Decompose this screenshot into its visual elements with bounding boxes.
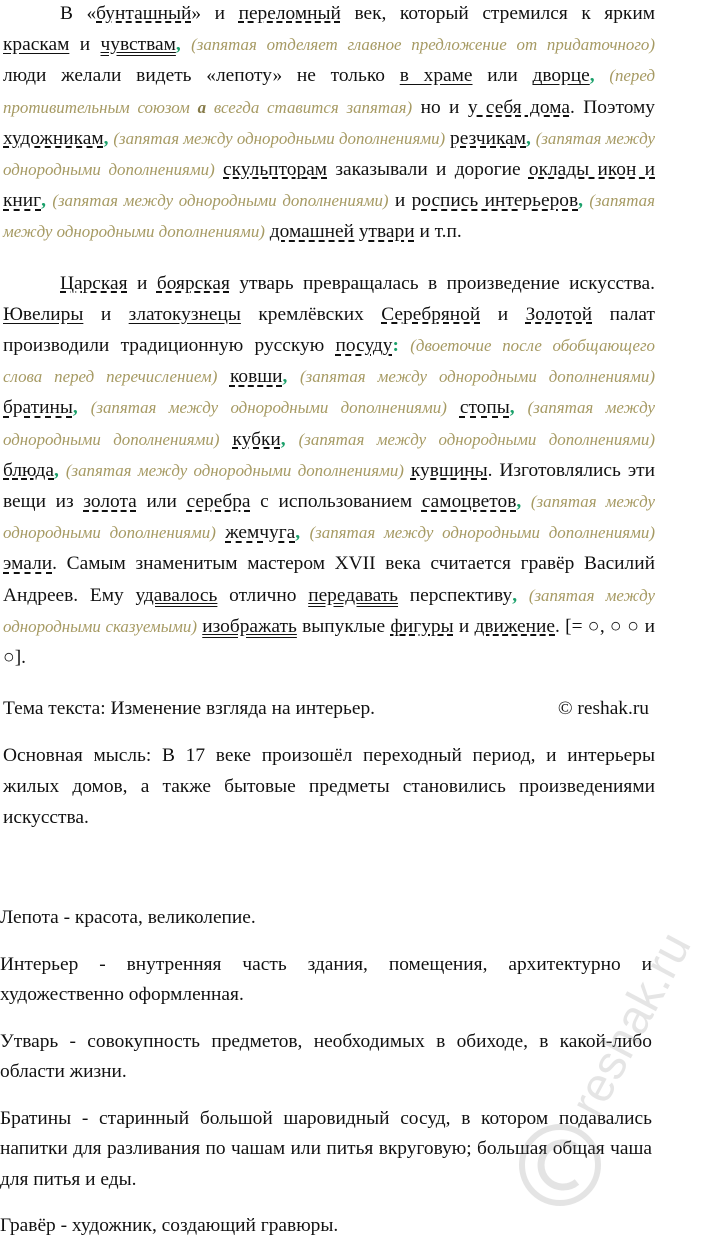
highlighted-punctuation: , (516, 491, 522, 513)
main-idea: Основная мысль: В 17 веке произошёл переходный период, и интерьеры жилых домов, а также бытовые предметы становились произведениями искусства. (3, 745, 655, 829)
copyright-label: © reshak.ru (557, 698, 649, 720)
text-run: выпуклые (296, 615, 391, 637)
document-page (3, 0, 655, 833)
definition-item: Братины - старинный большой шаровидный сосуд, в котором подавались напитки для разливания по чашам или питья вкруговую; большая общая чаша для питья и еды. (0, 1107, 652, 1190)
underlined-word-member: скульпторам (223, 159, 328, 181)
text-run: » и (191, 3, 239, 24)
punctuation-note: (запятая между однородными дополнениями) (3, 398, 655, 449)
punctuation-note: (запятая между однородными дополнениями) (113, 128, 446, 148)
underlined-word-member: Золотой (525, 303, 593, 325)
underlined-word-member: движение (474, 615, 556, 637)
underlined-word-predicate: передавать (308, 584, 399, 606)
text-run: или (472, 65, 533, 87)
text-run: но и (412, 96, 468, 118)
punctuation-note: (запятая между однородными сказуемыми) (3, 585, 655, 636)
underlined-word-member: посуду (335, 335, 393, 357)
text-run (399, 335, 410, 356)
text-run: и (453, 615, 475, 637)
underlined-word-member: у себя дома (467, 96, 570, 118)
underlined-word-subject: златокузнецы (128, 303, 241, 325)
highlighted-punctuation: : (392, 335, 399, 357)
underlined-word-member: кувшины (410, 459, 488, 481)
underlined-word-member: резчикам (450, 127, 526, 149)
definition-item: Гравёр - художник, создающий гравюры. (0, 1215, 339, 1236)
punctuation-note: всегда ставится запятая) (206, 97, 413, 117)
text-run (515, 397, 528, 418)
text-run (287, 366, 300, 387)
punctuation-note: (запятая между однородными дополнениями) (3, 492, 655, 543)
text-run: или (136, 491, 187, 513)
highlighted-punctuation: , (295, 522, 301, 544)
underlined-word-member: стопы (459, 397, 510, 419)
text-run: и (388, 190, 412, 212)
underlined-word-predicate: удавалось (135, 584, 218, 606)
text-run (447, 397, 460, 418)
definition-item: Лепота - красота, великолепие. (0, 907, 256, 928)
punctuation-note: (запятая между однородными дополнениями) (52, 191, 389, 211)
underlined-word-predicate: изображать (202, 615, 297, 637)
underlined-word-member: братины (3, 397, 73, 419)
text-run (215, 159, 223, 180)
text-run: утварь превращалась в произведение искусства. (229, 272, 655, 294)
text-run: люди желали видеть «лепоту» не только (3, 65, 400, 87)
text-run (78, 397, 91, 418)
underlined-word-member: серебра (186, 491, 251, 513)
text-run: . Изготовлялись эти вещи из (3, 459, 655, 513)
underlined-word-member: кубки (232, 428, 281, 450)
underlined-word-member: домашней утвари (269, 221, 415, 243)
highlighted-punctuation: , (175, 34, 181, 56)
punctuation-note: (запятая отделяет главное предложение от придаточного) (191, 35, 655, 55)
underlined-word-member: оклады икон и книг (3, 159, 656, 212)
text-run: . [= ○, ○ ○ и ○]. (3, 615, 655, 669)
underlined-word-member: фигуры (390, 615, 454, 637)
text-run: перспективу (398, 584, 513, 606)
highlighted-punctuation: , (41, 190, 46, 212)
underlined-word-member: самоцветов (421, 491, 517, 513)
underlined-word-member: Серебряной (381, 303, 481, 325)
paragraph-analysis-2 (3, 268, 655, 674)
text-run: палат производили традиционную русскую (3, 303, 655, 357)
underlined-word-member: художникам (3, 127, 104, 149)
underlined-word-member: ковши (229, 366, 283, 388)
text-run (216, 522, 225, 543)
underlined-word-subject: краскам (3, 34, 70, 56)
text-run: кремлёвских (240, 303, 382, 325)
punctuation-note: а (197, 97, 207, 117)
underlined-word-member: жемчуга (225, 522, 296, 544)
underlined-word-member: роспись интерьеров (411, 190, 579, 212)
underlined-word-subject: в храме (399, 65, 473, 87)
highlighted-punctuation: , (103, 127, 109, 149)
underlined-word-member: Царская (60, 272, 128, 294)
definitions-list (0, 903, 652, 1242)
highlighted-punctuation: , (512, 584, 518, 606)
underlined-word-member: боярская (156, 272, 230, 294)
text-run (300, 522, 309, 543)
punctuation-note: (запятая между однородными дополнениями) (3, 191, 655, 242)
highlighted-punctuation: , (589, 65, 595, 87)
text-run: и (480, 303, 526, 325)
text-run (517, 585, 529, 606)
underlined-word-member: переломный (238, 3, 341, 24)
underlined-word-subject: Ювелиры (3, 303, 84, 325)
underlined-word-member: блюда (3, 459, 55, 481)
underlined-word-subject: дворце (532, 65, 590, 87)
text-run (595, 65, 610, 86)
punctuation-note: (запятая между однородными дополнениями) (65, 460, 404, 480)
text-run: и (83, 303, 129, 325)
text-run: с использованием (250, 491, 422, 513)
text-run: заказывали и дорогие (327, 159, 529, 181)
definition-item: Интерьер - внутренняя часть здания, помещения, архитектурно и художественно оформленная. (0, 953, 652, 1005)
text-run: отлично (217, 584, 309, 606)
text-run (404, 460, 411, 481)
highlighted-punctuation: , (578, 190, 583, 212)
punctuation-note: (запятая между однородными дополнениями) (3, 128, 655, 180)
text-run (59, 460, 66, 481)
highlighted-punctuation: , (509, 397, 515, 419)
punctuation-note: (запятая между однородными дополнениями) (309, 523, 655, 543)
definition-item: Утварь - совокупность предметов, необходимых в обиходе, в какой-либо области жизни. (0, 1030, 652, 1082)
underlined-word-member: эмали (3, 553, 53, 575)
punctuation-note: (перед противительным союзом (3, 66, 655, 117)
text-run (286, 429, 299, 450)
text-run: век, который стремился к ярким (340, 3, 655, 24)
text-run: и (69, 34, 101, 56)
punctuation-note: (двоеточие после обобщающего слова перед перечислением) (3, 336, 655, 387)
text-run (219, 429, 232, 450)
text-run: . Поэтому (569, 96, 655, 118)
highlighted-punctuation: , (280, 428, 286, 450)
text-run (521, 491, 531, 512)
highlighted-punctuation: , (54, 459, 59, 481)
underlined-word-member: бунташный (96, 3, 192, 24)
highlighted-punctuation: , (282, 366, 288, 388)
topic-row (3, 693, 655, 724)
punctuation-note: (запятая между однородными дополнениями) (300, 367, 655, 387)
underlined-word-member: золота (83, 491, 137, 513)
text-run (217, 366, 230, 387)
punctuation-note: (запятая между однородными дополнениями) (298, 429, 655, 449)
highlighted-punctuation: , (72, 397, 78, 419)
underlined-word-predicate: чувствам (100, 34, 176, 56)
watermark-text: reshak.ru (560, 923, 702, 1126)
text-run: и (127, 272, 157, 294)
punctuation-note: (запятая между однородными дополнениями) (90, 398, 447, 418)
text-run: и т.п. (414, 221, 462, 243)
highlighted-punctuation: , (526, 127, 531, 149)
text-run (181, 34, 191, 55)
text-topic: Тема текста: Изменение взгляда на интерьер. (3, 698, 375, 720)
paragraph-analysis-1 (3, 0, 655, 248)
text-run: В « (60, 3, 97, 24)
text-run: . Самым знаменитым мастером XVII века считается гравёр Василий Андреев. Ему (3, 553, 655, 606)
